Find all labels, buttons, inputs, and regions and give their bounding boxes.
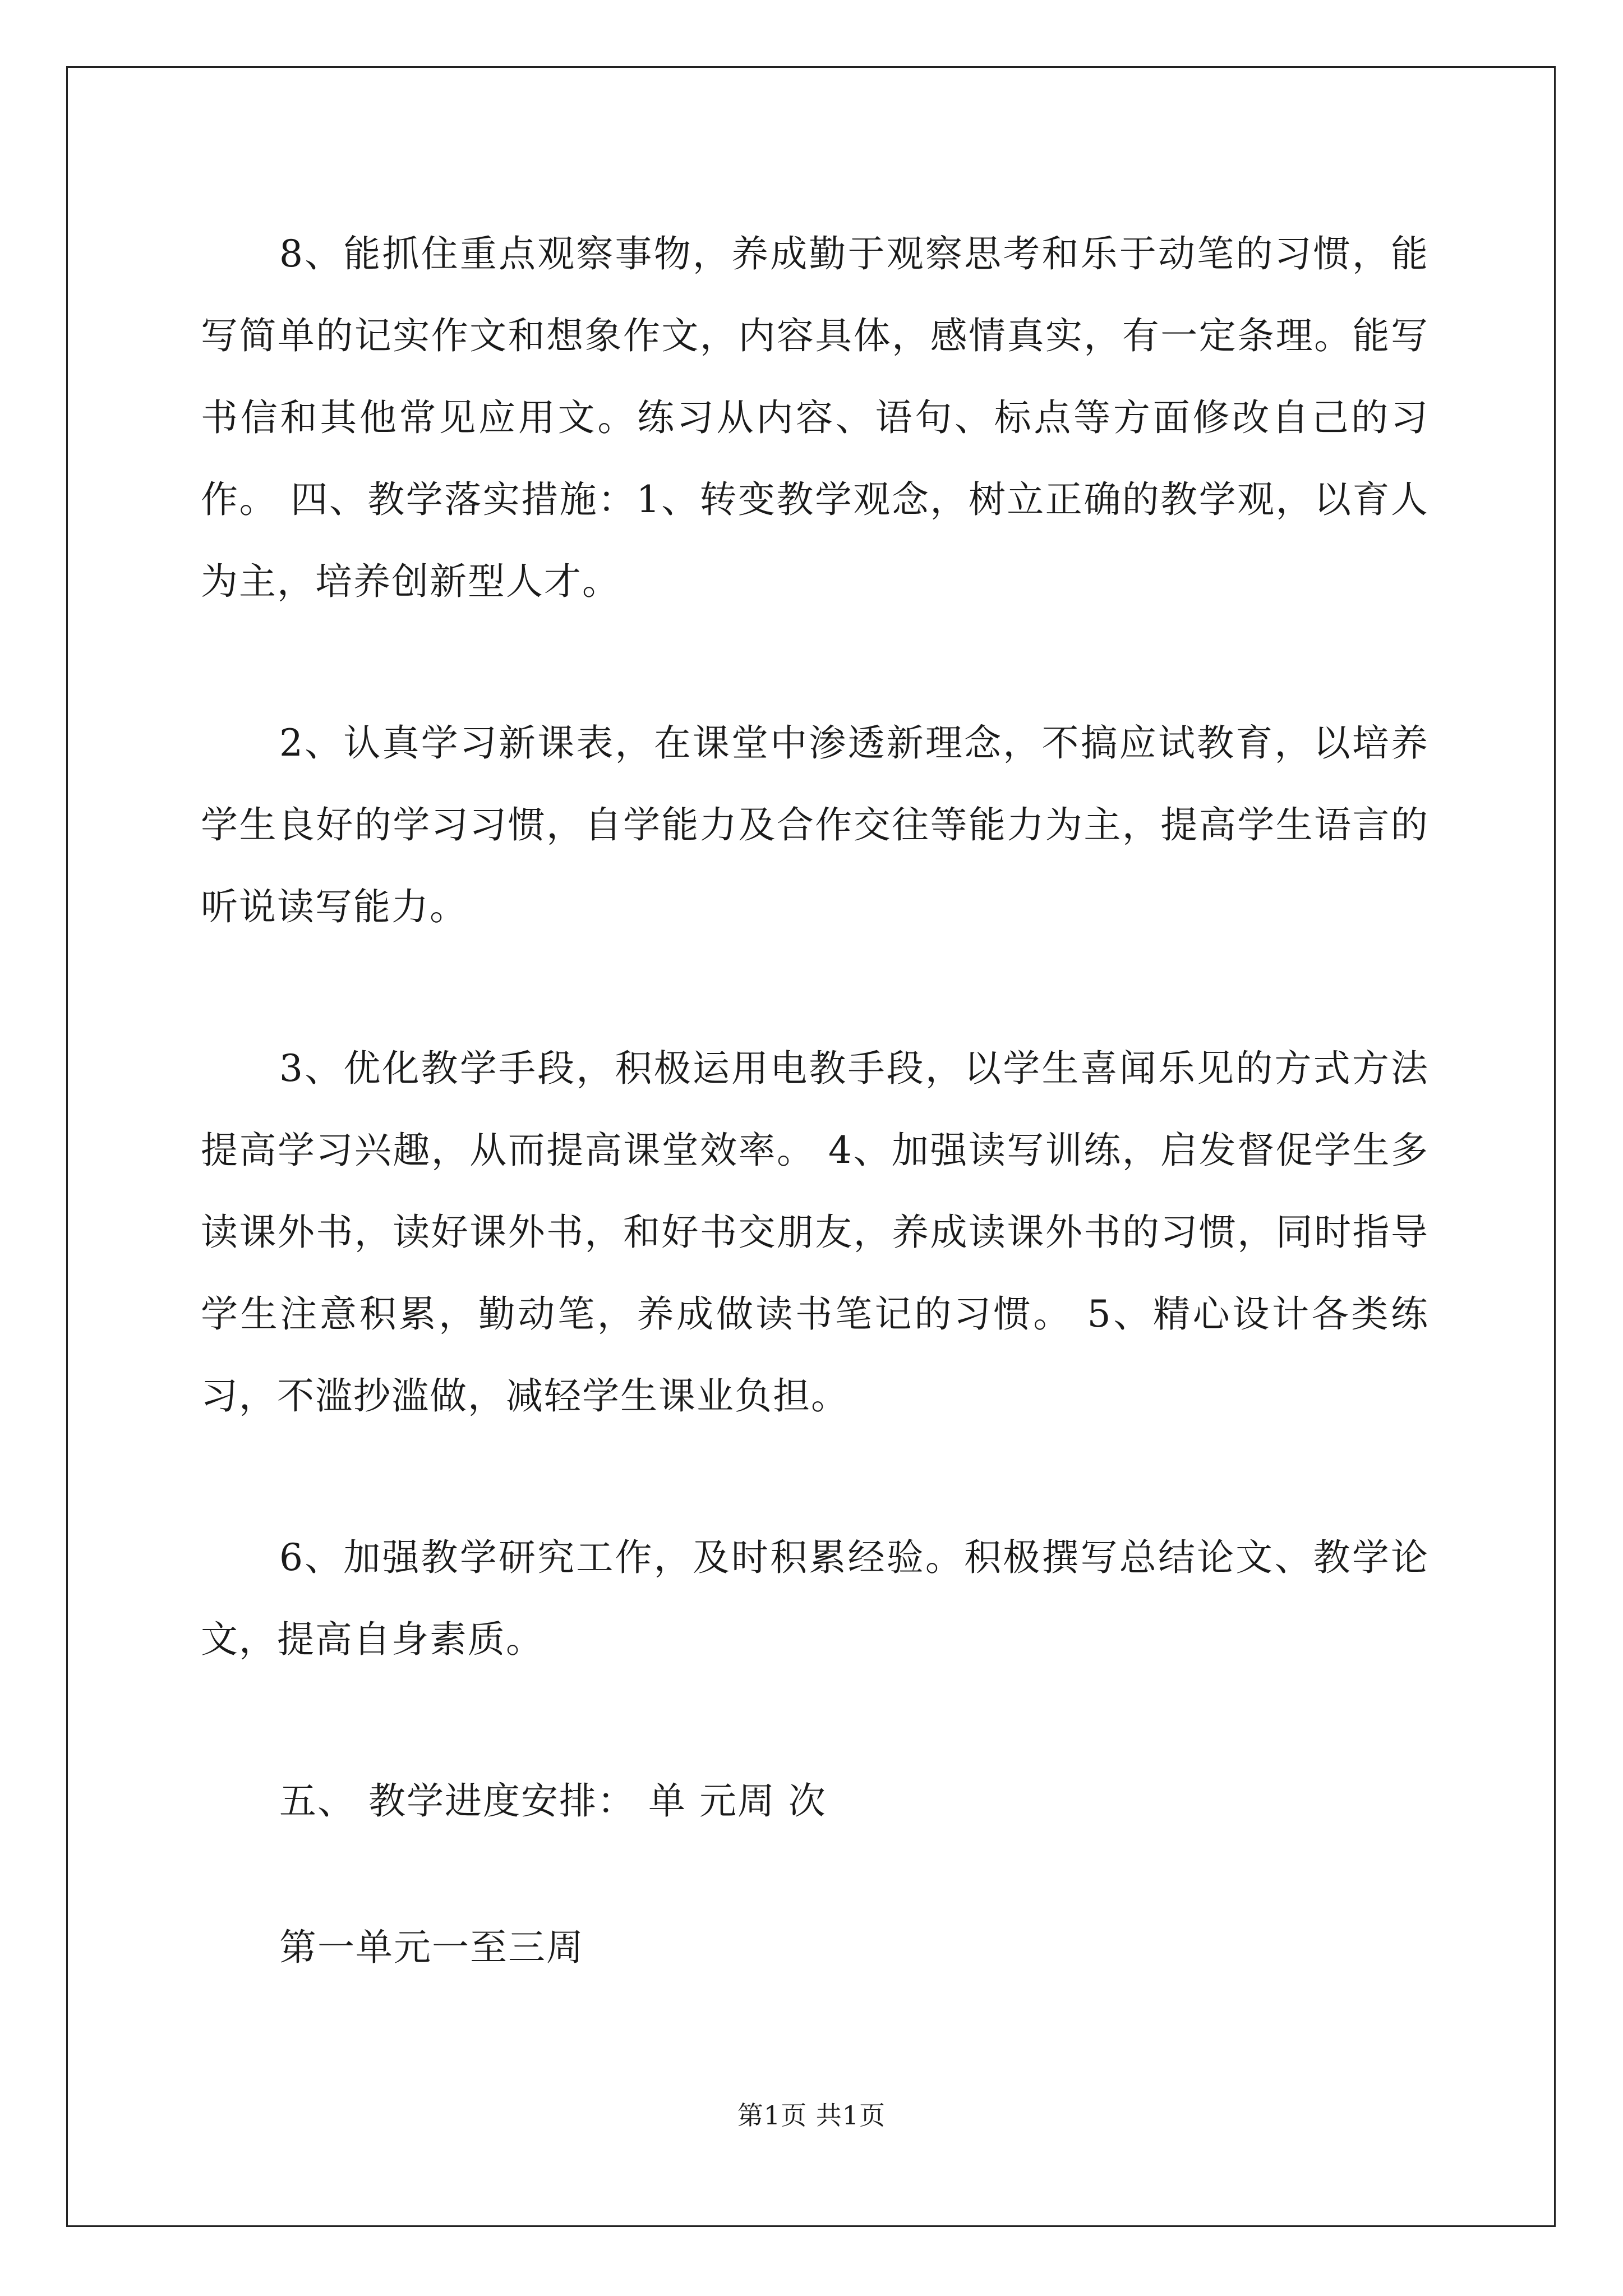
paragraph-4: 6、加强教学研究工作，及时积累经验。积极撰写总结论文、教学论文，提高自身素质。 [201, 1536, 1429, 1661]
section-heading-schedule: 五、 教学进度安排： 单 元周 次 [279, 1779, 827, 1823]
paragraph-unit-one: 第一单元一至三周 [279, 1926, 584, 1969]
paragraph-3: 3、优化教学手段，积极运用电教手段，以学生喜闻乐见的方式方法提高学习兴趣，从而提高课堂效率。 4、加强读写训练，启发督促学生多读课外书，读好课外书，和好书交朋友，养成读课外书的习惯，同时指导学生注意积累，勤动笔，养成做读书笔记的习惯。 5、精心设计各类练习，不滥抄滥做，减轻学生课业负担。 [201, 1047, 1429, 1418]
paragraph-1: 8、能抓住重点观察事物，养成勤于观察思考和乐于动笔的习惯，能写简单的记实作文和想象作文，内容具体，感情真实，有一定条理。能写书信和其他常见应用文。练习从内容、语句、标点等方面修改自己的习作。 四、教学落实措施：1、转变教学观念，树立正确的教学观，以育人为主，培养创新型人才。 [201, 232, 1429, 603]
paragraph-2: 2、认真学习新课表，在课堂中渗透新理念，不搞应试教育，以培养学生良好的学习习惯，自学能力及合作交往等能力为主，提高学生语言的听说读写能力。 [201, 721, 1429, 928]
document-body [201, 213, 1429, 2068]
page-number-footer: 第1页 共1页 [737, 2100, 886, 2131]
